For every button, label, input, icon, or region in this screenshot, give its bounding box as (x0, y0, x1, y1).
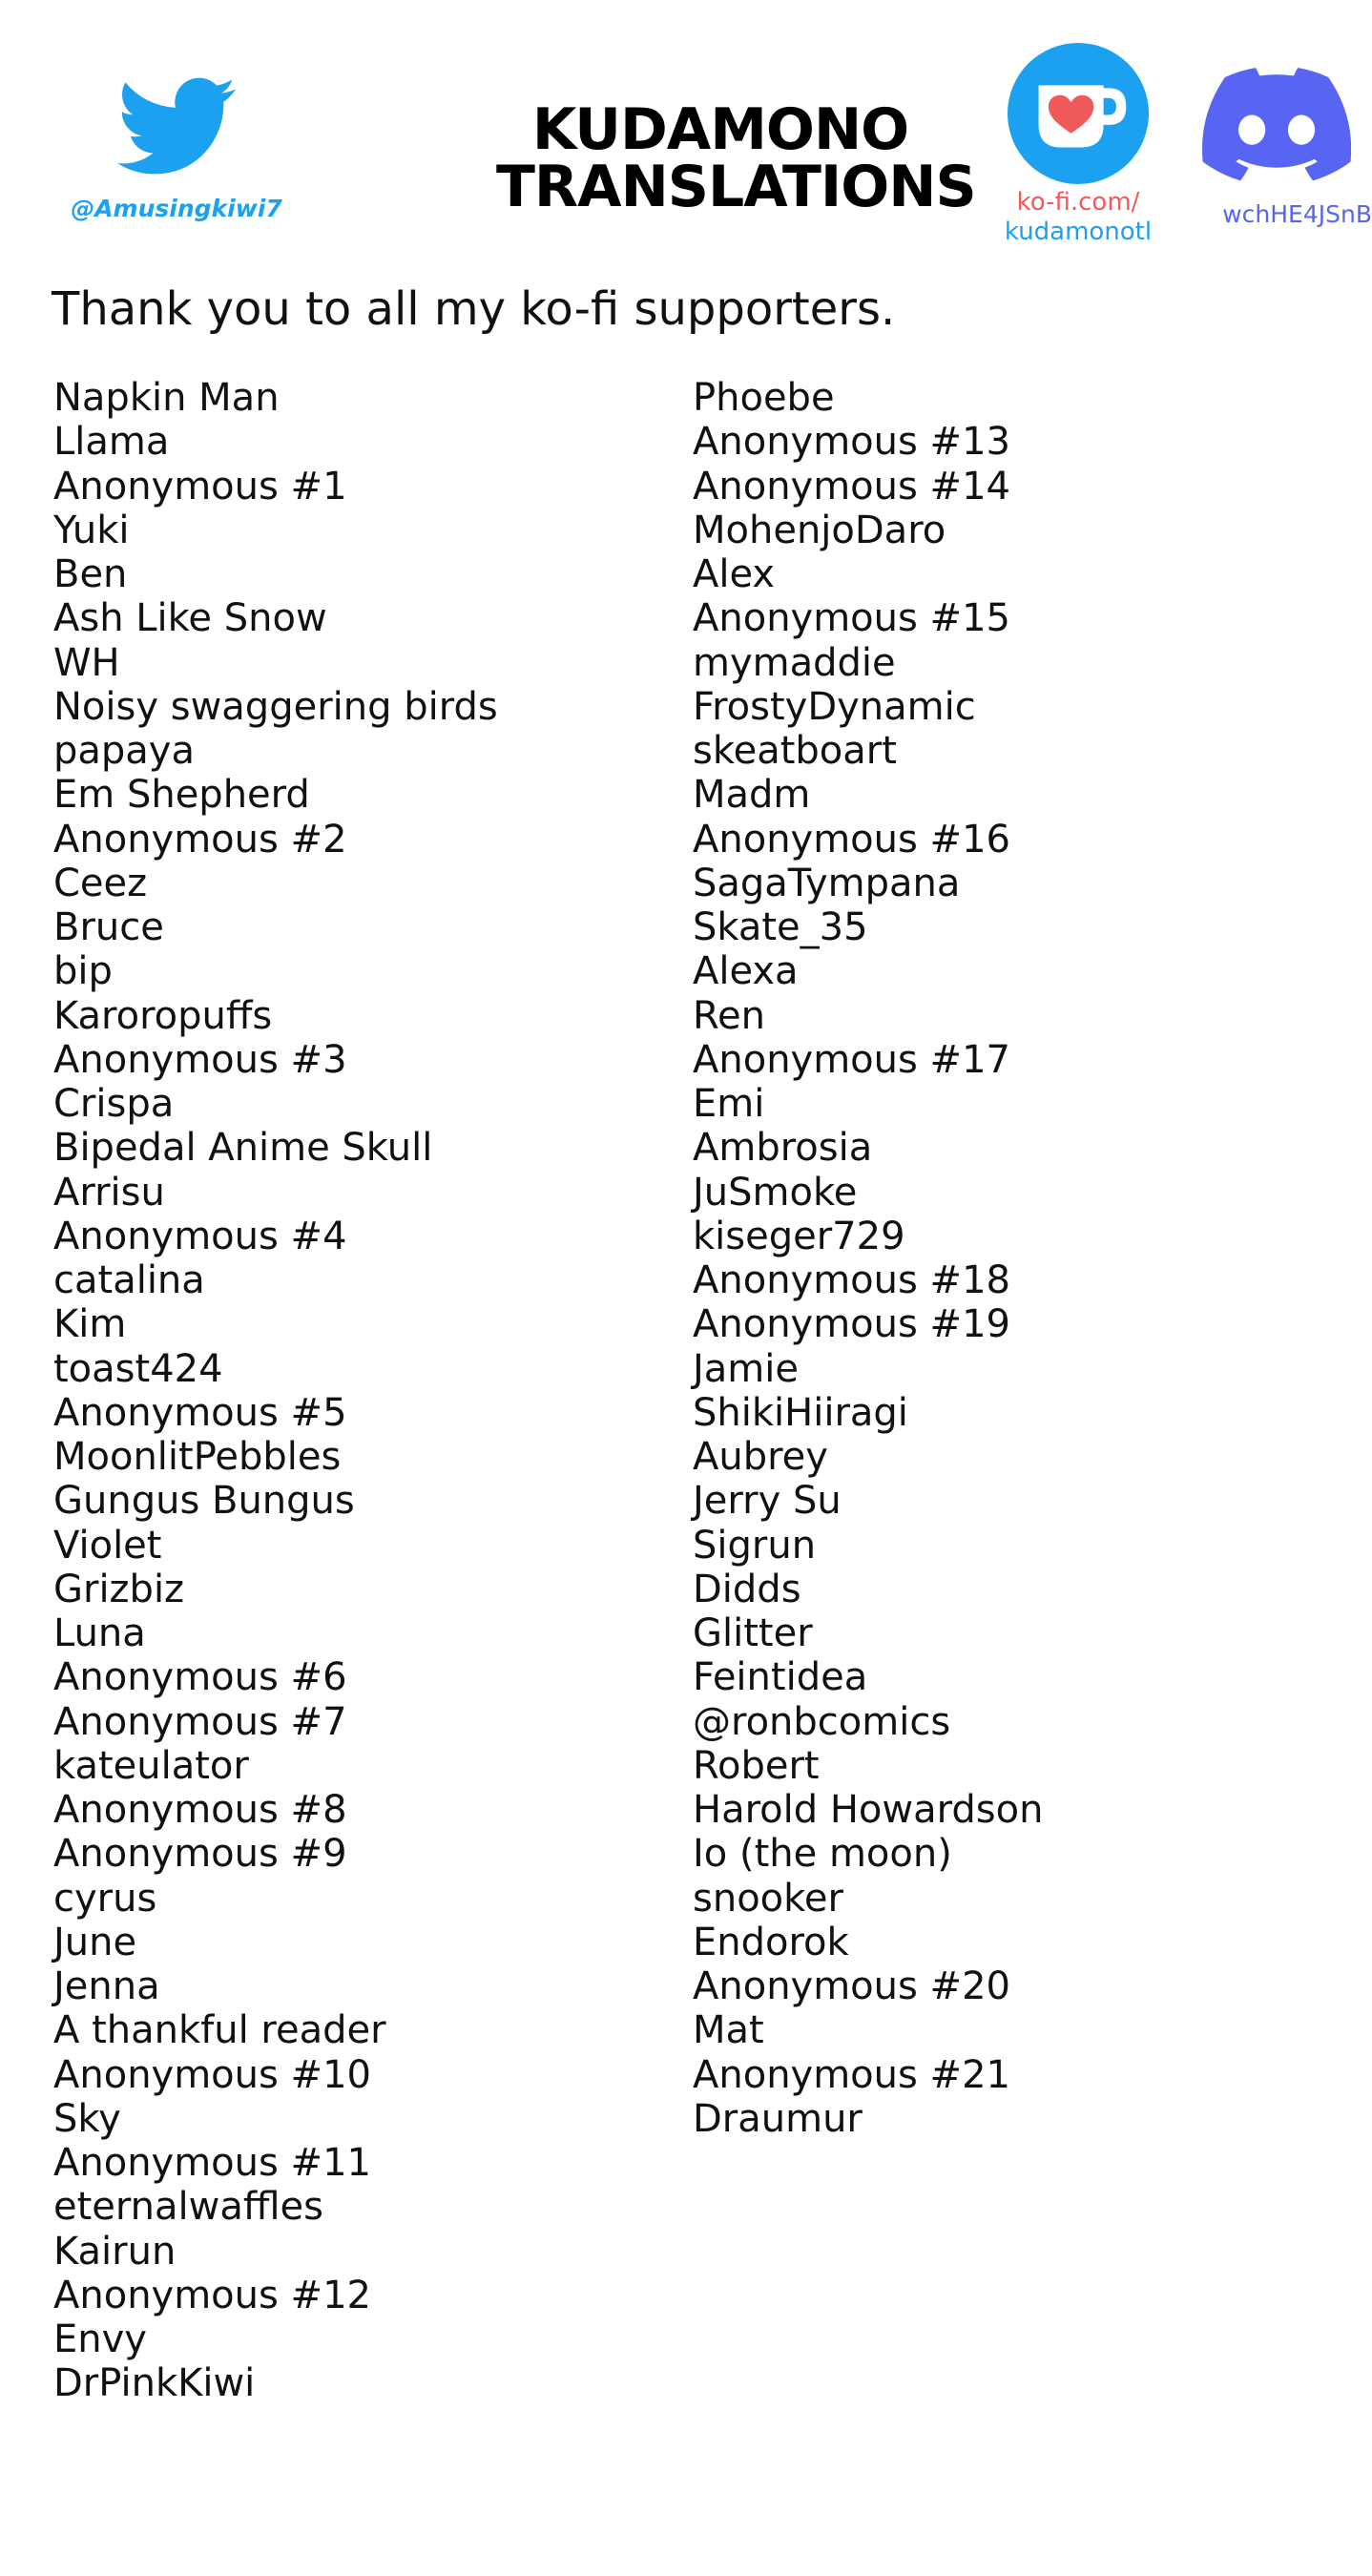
supporter-name: Violet (53, 1523, 162, 1568)
supporter-name: Anonymous #14 (693, 464, 1010, 509)
thanks-message: Thank you to all my ko-fi supporters. (52, 282, 896, 336)
supporter-name: snooker (693, 1876, 843, 1921)
discord-icon (1202, 67, 1351, 181)
supporter-name: Anonymous #2 (53, 817, 347, 862)
discord-link[interactable] (1183, 67, 1372, 239)
supporter-name: Envy (53, 2317, 147, 2361)
supporter-name: Jenna (53, 1964, 160, 2008)
supporter-name: Io (the moon) (693, 1832, 952, 1877)
supporter-name: Anonymous #18 (693, 1258, 1010, 1302)
supporter-name: Jerry Su (693, 1479, 842, 1524)
supporter-name: catalina (53, 1258, 205, 1302)
brand-title-line2: TRANSLATIONS (496, 154, 976, 220)
supporter-name: toast424 (53, 1346, 223, 1391)
supporter-name: Anonymous #11 (53, 2141, 371, 2185)
supporter-name: Mat (693, 2008, 764, 2053)
supporter-name: bip (53, 949, 113, 994)
supporter-name: mymaddie (693, 640, 896, 685)
supporter-name: Anonymous #3 (53, 1037, 347, 1082)
supporter-name: MoonlitPebbles (53, 1435, 342, 1479)
page-header (0, 0, 1372, 258)
supporters-list-right (693, 376, 1351, 2141)
supporter-name: Ceez (53, 861, 148, 905)
supporter-name: FrostyDynamic (693, 684, 976, 729)
supporter-name: Ambrosia (693, 1126, 873, 1171)
supporter-name: Harold Howardson (693, 1788, 1044, 1832)
brand-title (496, 96, 976, 220)
supporter-name: Anonymous #20 (693, 1964, 1010, 2008)
supporter-name: Arrisu (53, 1170, 165, 1215)
supporter-name: eternalwaffles (53, 2185, 323, 2230)
supporter-name: Ash Like Snow (53, 596, 327, 641)
supporter-name: skeatboart (693, 729, 897, 773)
supporter-name: Anonymous #13 (693, 420, 1010, 465)
supporter-name: Aubrey (693, 1435, 828, 1479)
supporter-name: Robert (693, 1743, 820, 1788)
supporter-name: Anonymous #1 (53, 464, 347, 509)
supporter-name: Grizbiz (53, 1567, 185, 1611)
supporter-name: MohenjoDaro (693, 508, 946, 552)
supporter-name: Ren (693, 993, 765, 1038)
supporter-name: Crispa (53, 1082, 175, 1126)
kofi-url-line1: ko-fi.com/ (1016, 188, 1140, 217)
supporter-name: Anonymous #12 (53, 2273, 371, 2317)
supporter-name: Skate_35 (693, 905, 868, 949)
twitter-link[interactable] (67, 67, 286, 239)
supporter-name: Anonymous #19 (693, 1302, 1010, 1347)
supporter-name: Endorok (693, 1920, 849, 1964)
supporter-name: Draumur (693, 2096, 863, 2141)
supporter-name: Llama (53, 420, 170, 465)
supporter-name: Bruce (53, 905, 164, 949)
supporter-name: Alexa (693, 949, 799, 994)
supporter-name: JuSmoke (693, 1170, 858, 1215)
supporter-name: Anonymous #6 (53, 1655, 347, 1700)
supporter-name: cyrus (53, 1876, 157, 1921)
supporter-name: Phoebe (693, 376, 835, 420)
discord-invite-code[interactable]: wchHE4JSnB (1222, 200, 1372, 228)
supporter-name: Luna (53, 1611, 146, 1655)
supporter-name: WH (53, 640, 120, 685)
supporter-name: Gungus Bungus (53, 1479, 355, 1524)
supporter-name: Anonymous #17 (693, 1037, 1010, 1082)
supporter-name: Anonymous #9 (53, 1832, 347, 1877)
supporter-name: A thankful reader (53, 2008, 386, 2053)
supporter-name: Anonymous #16 (693, 817, 1010, 862)
supporter-name: Em Shepherd (53, 773, 310, 818)
supporter-name: Anonymous #7 (53, 1699, 347, 1744)
supporter-name: Feintidea (693, 1655, 868, 1700)
supporter-name: Napkin Man (53, 376, 280, 420)
supporter-name: Sigrun (693, 1523, 817, 1568)
supporter-name: kateulator (53, 1743, 249, 1788)
supporter-name: Ben (53, 552, 128, 596)
supporter-name: Emi (693, 1082, 765, 1126)
supporter-name: Alex (693, 552, 776, 596)
supporter-name: ShikiHiiragi (693, 1390, 908, 1435)
supporter-name: June (53, 1920, 137, 1964)
supporter-name: SagaTympana (693, 861, 961, 905)
supporters-list-left (53, 376, 664, 2406)
supporter-name: Anonymous #8 (53, 1788, 347, 1832)
twitter-bird-icon (110, 67, 243, 185)
supporter-name: Glitter (693, 1611, 813, 1655)
kofi-cup-icon (1008, 43, 1149, 184)
supporter-name: Anonymous #10 (53, 2052, 371, 2097)
supporter-name: Kairun (53, 2229, 177, 2274)
supporter-name: Bipedal Anime Skull (53, 1126, 433, 1171)
supporter-name: Anonymous #5 (53, 1390, 347, 1435)
supporter-name: papaya (53, 729, 195, 773)
kofi-link[interactable] (973, 43, 1183, 253)
supporter-name: Anonymous #15 (693, 596, 1010, 641)
supporter-name: Sky (53, 2096, 121, 2141)
supporter-name: Kim (53, 1302, 127, 1347)
kofi-url[interactable] (973, 188, 1183, 247)
supporter-name: Didds (693, 1567, 801, 1611)
kofi-url-line2: kudamonotl (1004, 218, 1153, 246)
supporter-name: Madm (693, 773, 811, 818)
supporter-name: Yuki (53, 508, 130, 552)
supporter-name: Noisy swaggering birds (53, 684, 498, 729)
supporter-name: kiseger729 (693, 1214, 905, 1258)
supporter-name: Anonymous #4 (53, 1214, 347, 1258)
supporter-name: DrPinkKiwi (53, 2361, 256, 2406)
supporter-name: Jamie (693, 1346, 799, 1391)
brand-title-line1: KUDAMONO (531, 96, 909, 163)
twitter-handle[interactable]: @Amusingkiwi7 (71, 195, 282, 222)
supporter-name: Karoropuffs (53, 993, 273, 1038)
supporter-name: Anonymous #21 (693, 2052, 1010, 2097)
supporter-name: @ronbcomics (693, 1699, 951, 1744)
